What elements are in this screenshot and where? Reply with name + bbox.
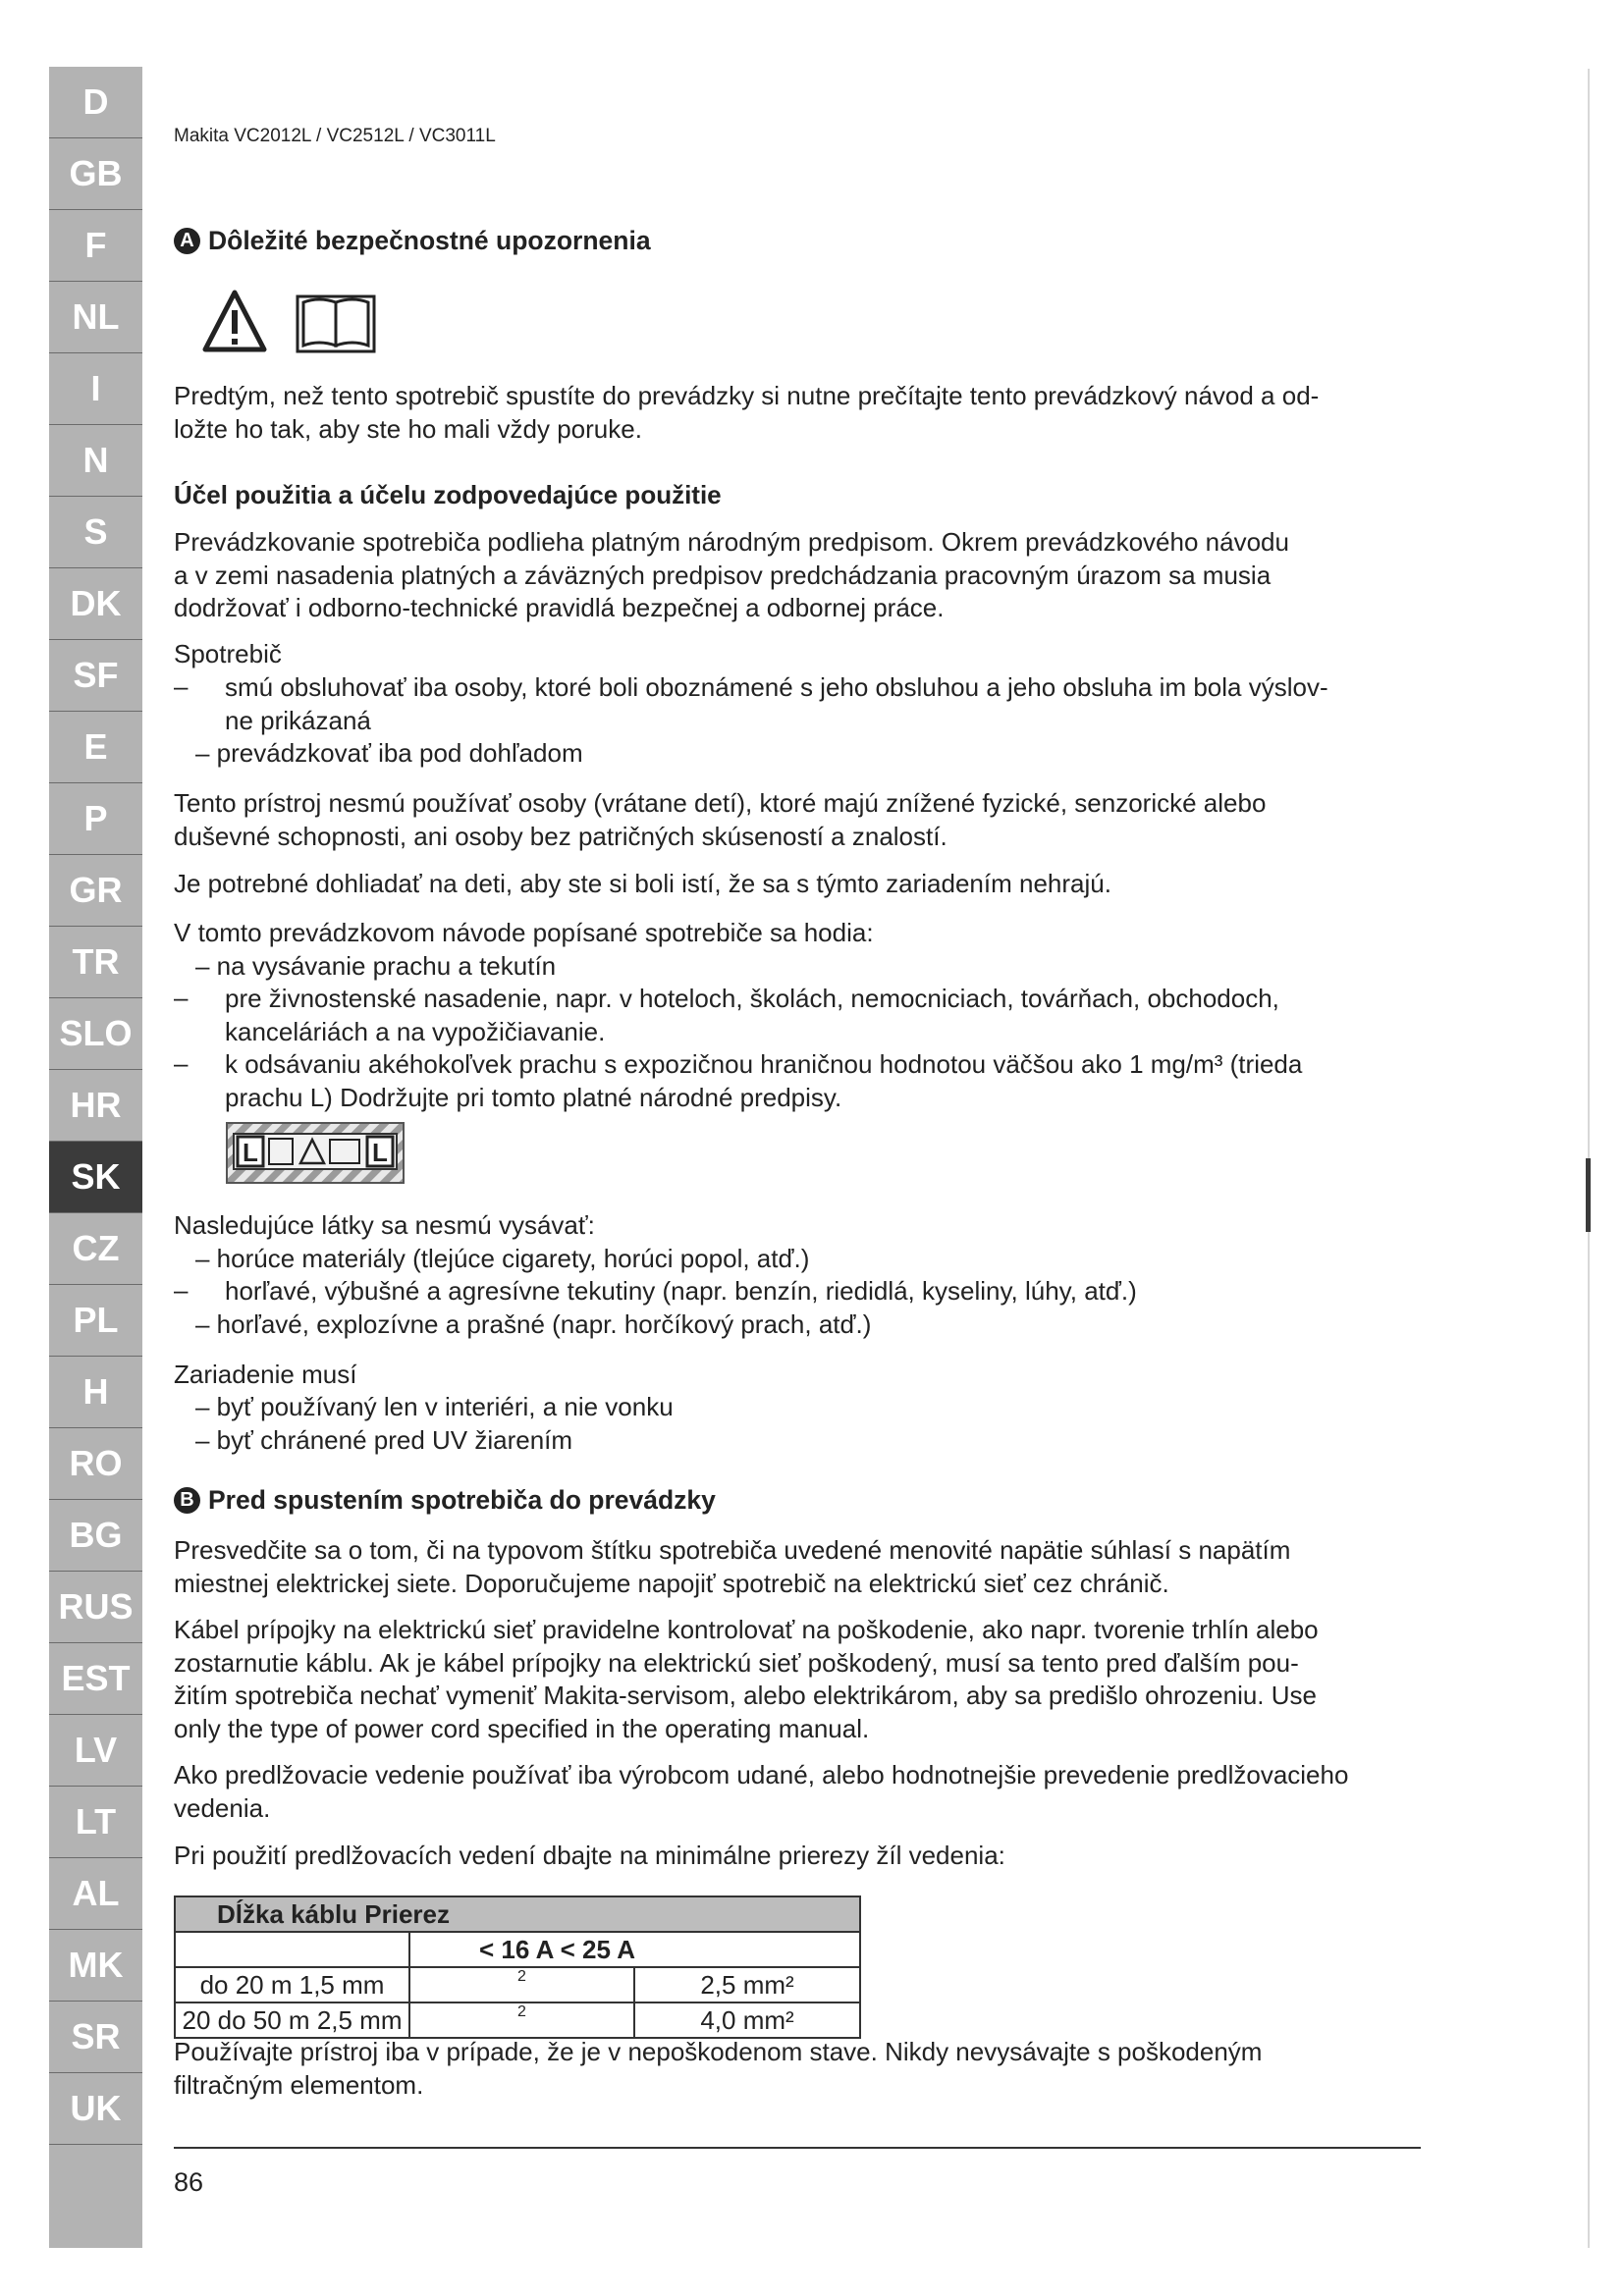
intended-use-paragraph [174,526,1421,625]
supervise-paragraph: Je potrebné dohliadať na deti, aby ste si boli istí, že sa s týmto zariadením nehrajú. [174,869,1111,898]
list-dash: – [174,1275,189,1305]
intended-use-heading: Účel použitia a účelu zodpovedajúce použitie [174,480,722,509]
warning-triangle-icon [205,293,264,349]
table-row [175,2002,860,2038]
suited-item-1: – na vysávanie prachu a tekutín [195,951,557,981]
language-tab-mk[interactable]: MK [49,1930,142,2002]
language-tab-rus[interactable]: RUS [49,1572,142,1643]
intro-paragraph [174,380,1421,446]
footer-rule [174,2147,1421,2149]
table-cell-length: 20 do 50 m 2,5 mm [175,2002,409,2038]
language-tab-al[interactable]: AL [49,1858,142,1930]
read-manual-icon [298,296,374,351]
cable-table [174,1896,861,2039]
suited-paragraph: V tomto prevádzkovom návode popísané spotrebiče sa hodia: [174,918,874,947]
language-tab-est[interactable]: EST [49,1643,142,1715]
text-line: Používajte prístroj iba v prípade, že je v nepoškodenom stave. Nikdy nevysávajte s poškodeným [174,2037,1263,2066]
section-a-heading [174,226,651,256]
appliance-item-1 [225,671,1328,737]
section-b-heading [174,1485,716,1516]
language-tab-uk[interactable]: UK [49,2073,142,2145]
language-tab-n[interactable]: N [49,425,142,497]
text-line: vedenia. [174,1792,271,1823]
section-b-badge: B [174,1487,200,1514]
language-tab-hr[interactable]: HR [49,1070,142,1142]
cross-section-paragraph: Pri použití predlžovacích vedení dbajte na minimálne prierezy žíl vedenia: [174,1841,1005,1870]
extension-paragraph [174,1759,1421,1825]
page-number: 86 [174,2167,204,2197]
not-suck-item-2: horľavé, výbušné a agresívne tekutiny (napr. benzín, riedidlá, kyseliny, lúhy, atď.) [225,1276,1137,1306]
text-line: a v zemi nasadenia platných a záväzných predpisov predchádzania pracovným úrazom sa musia [174,560,1272,590]
device-item-2: – byť chránené pred UV žiarením [195,1425,573,1455]
table-cell-length: do 20 m 1,5 mm [175,1967,409,2002]
language-tab-h[interactable]: H [49,1357,142,1428]
section-marker [1586,1158,1591,1232]
not-suck-item-3: – horľavé, explozívne a prašné (napr. horčíkový prach, atď.) [195,1309,872,1339]
language-tab-d[interactable]: D [49,67,142,138]
table-cell-25a: 4,0 mm² [634,2002,860,2038]
table-header-cell: Dĺžka káblu Prierez [175,1896,860,1932]
warning-manual-icons [201,287,388,365]
language-tab-dk[interactable]: DK [49,568,142,640]
table-cell-16a: 2 [409,2002,634,2038]
language-tab-f[interactable]: F [49,210,142,282]
text-line: prachu L) Dodržujte pri tomto platné národné predpisy. [225,1082,842,1112]
device-must-label: Zariadenie musí [174,1360,357,1389]
suited-item-3 [225,1048,1302,1114]
text-line: only the type of power cord specified in the operating manual. [174,1713,870,1743]
cable-paragraph [174,1614,1421,1745]
language-tab-cz[interactable]: CZ [49,1213,142,1285]
language-tab-bg[interactable]: BG [49,1500,142,1572]
table-cell-25a: 2,5 mm² [634,1967,860,2002]
table-cell-16a: 2 [409,1967,634,2002]
text-line: filtračným elementom. [174,2069,424,2100]
dust-class-letter-right: L [372,1138,388,1167]
children-paragraph [174,787,1421,853]
language-tab-sk[interactable]: SK [49,1142,142,1213]
language-tab-e[interactable]: E [49,712,142,783]
language-tab-pl[interactable]: PL [49,1285,142,1357]
text-line: pre živnostenské nasadenie, napr. v hoteloch, školách, nemocniciach, továrňach, obchodoch, [225,984,1279,1013]
text-line: Tento prístroj nesmú používať osoby (vrátane detí), ktoré majú znížené fyzické, senzorické alebo [174,788,1267,818]
text-line: žitím spotrebiča nechať vymeniť Makita-servisom, alebo elektrikárom, aby sa predišlo ohrozeniu. Use [174,1681,1317,1710]
not-suck-paragraph: Nasledujúce látky sa nesmú vysávať: [174,1210,595,1240]
intro-line: ložte ho tak, aby ste ho mali vždy poruke. [174,413,642,444]
model-header: Makita VC2012L / VC2512L / VC3011L [174,126,496,146]
language-tab-slo[interactable]: SLO [49,998,142,1070]
language-sidebar [49,67,142,2248]
section-a-badge: A [174,228,200,254]
intro-line: Predtým, než tento spotrebič spustíte do prevádzky si nutne prečítajte tento prevádzkový návod a od- [174,381,1320,410]
dust-class-l-label [226,1122,405,1184]
language-tab-gr[interactable]: GR [49,855,142,927]
language-tab-ro[interactable]: RO [49,1428,142,1500]
appliance-item-2: – prevádzkovať iba pod dohľadom [195,738,583,768]
text-line: Prevádzkovanie spotrebiča podlieha platným národným predpisom. Okrem prevádzkového návodu [174,527,1289,557]
section-a-title: Dôležité bezpečnostné upozornenia [208,226,651,255]
language-tab-tr[interactable]: TR [49,927,142,998]
list-dash: – [174,1048,189,1078]
text-line: Ako predlžovacie vedenie používať iba výrobcom udané, alebo hodnotnejšie prevedenie predlžovacieho [174,1760,1349,1789]
text-line: kanceláriách a na vypožičiavanie. [225,1016,606,1046]
list-dash: – [174,983,189,1012]
text-line: zostarnutie káblu. Ak je kábel prípojky na elektrickú sieť poškodený, musí sa tento pred ďalším pou- [174,1647,1299,1678]
language-tab-gb[interactable]: GB [49,138,142,210]
table-row [175,1967,860,2002]
text-line: Presvedčite sa o tom, či na typovom štítku spotrebiča uvedené menovité napätie súhlasí s napätím [174,1535,1291,1565]
text-line: ne prikázaná [225,705,371,735]
list-dash: – [174,671,189,701]
not-suck-item-1: – horúce materiály (tlejúce cigarety, horúci popol, atď.) [195,1244,810,1273]
text-line: Kábel prípojky na elektrickú sieť pravidelne kontrolovať na poškodenie, ako napr. tvorenie trhlín alebo [174,1615,1319,1644]
damage-paragraph [174,2036,1421,2102]
section-b-title: Pred spustením spotrebiča do prevádzky [208,1485,716,1515]
text-line: duševné schopnosti, ani osoby bez patričných skúseností a znalostí. [174,821,947,851]
appliance-label: Spotrebič [174,639,282,668]
device-item-1: – byť používaný len v interiéri, a nie vonku [195,1392,674,1421]
table-empty-cell [175,1932,409,1967]
table-subheader-cell: < 16 A < 25 A [409,1932,860,1967]
text-line: smú obsluhovať iba osoby, ktoré boli oboznámené s jeho obsluhou a jeho obsluha im bola výslov- [225,672,1328,702]
language-tab-i[interactable]: I [49,353,142,425]
language-tab-s[interactable]: S [49,497,142,568]
language-tab-sr[interactable]: SR [49,2002,142,2073]
voltage-paragraph [174,1534,1421,1600]
language-tab-nl[interactable]: NL [49,282,142,353]
language-tab-p[interactable]: P [49,783,142,855]
text-line: k odsávaniu akéhokoľvek prachu s expozičnou hraničnou hodnotou väčšou ako 1 mg/m³ (trieda [225,1049,1303,1079]
text-line: miestnej elektrickej siete. Doporučujeme napojiť spotrebič na elektrickú sieť cez chránič. [174,1568,1169,1598]
table-header-row [175,1896,860,1932]
language-tab-lt[interactable]: LT [49,1787,142,1858]
table-subheader-row [175,1932,860,1967]
dust-class-letter-left: L [243,1138,258,1167]
suited-item-2 [225,983,1279,1048]
text-line: dodržovať i odborno-technické pravidlá bezpečnej a odbornej práce. [174,593,945,622]
language-tab-lv[interactable]: LV [49,1715,142,1787]
language-tab-sf[interactable]: SF [49,640,142,712]
